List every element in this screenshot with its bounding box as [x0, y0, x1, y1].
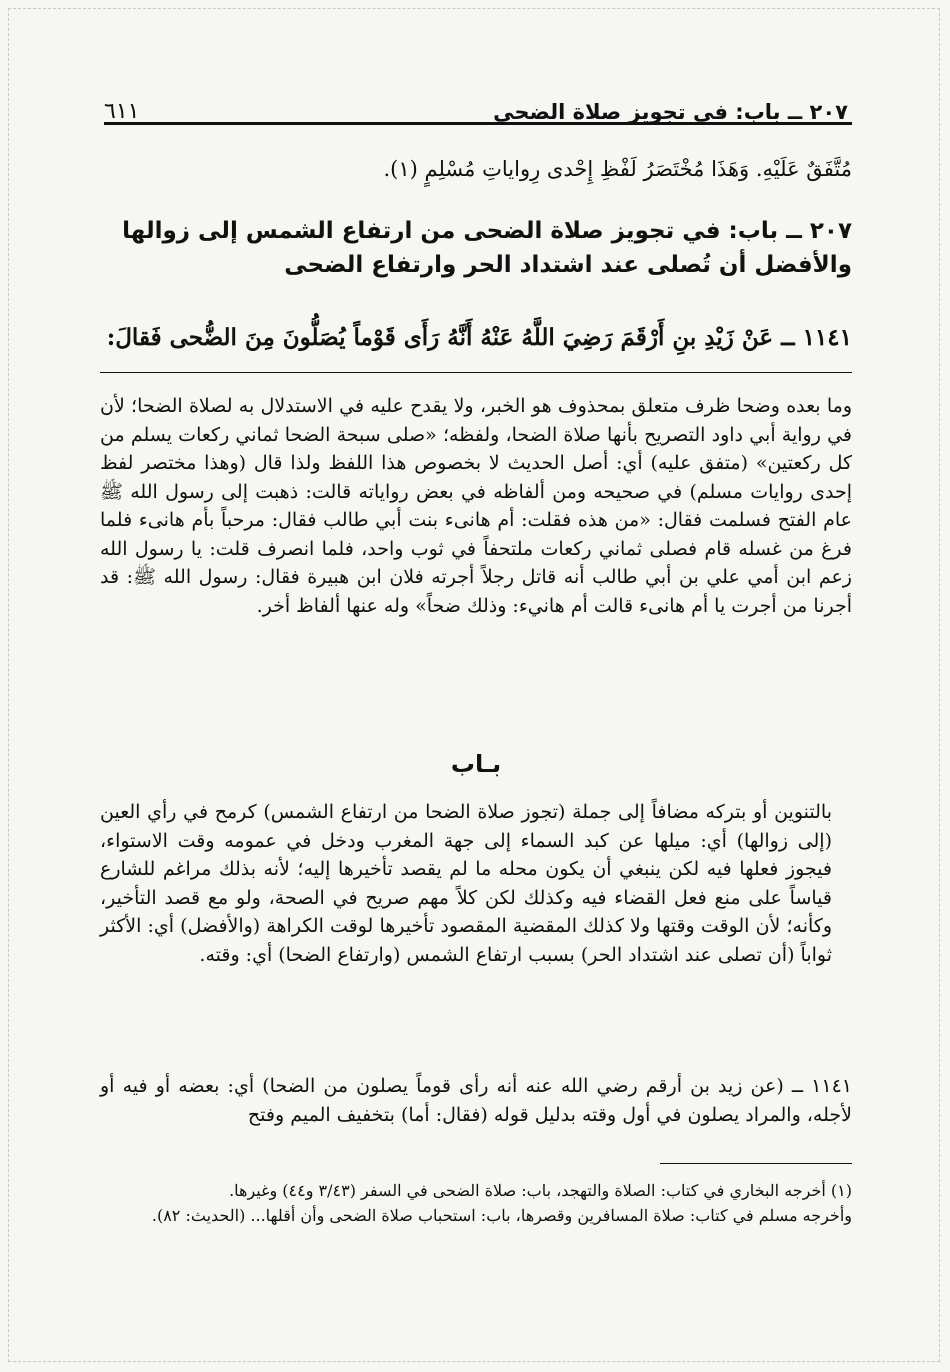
commentary-paragraph-3-text: ١١٤١ ــ (عن زيد بن أرقم رضي الله عنه أنه رأى قوماً يصلون من الضحا) أي: بعضه أو فيه أو لأجله، والمراد يصلون في أول وقته بدليل قوله (فقال: أما) بتخفيف الميم وفتح — [100, 1075, 852, 1126]
footnote-1: (١) أخرجه البخاري في كتاب: الصلاة والتهجد، باب: صلاة الضحى في السفر (٣/٤٣ و٤٤) وغيرها. — [229, 1181, 852, 1200]
footnotes — [100, 1178, 852, 1228]
page-number: ٦١١ — [104, 99, 140, 124]
commentary-paragraph-2 — [100, 798, 852, 969]
footnote-2: وأخرجه مسلم في كتاب: صلاة المسافرين وقصرها، باب: استحباب صلاة الضحى وأن أقلها... (الحديث: ٨٢). — [151, 1206, 852, 1225]
text-divider — [100, 372, 852, 373]
chapter-heading-line2: والأفضل أن تُصلى عند اشتداد الحر وارتفاع الضحى — [284, 252, 852, 278]
opening-line: مُتَّفَقٌ عَلَيْهِ. وَهَذَا مُخْتَصَرُ لَفْظِ إِحْدى رِواياتِ مُسْلِمٍ (١). — [383, 157, 852, 181]
commentary-paragraph-2-text: بالتنوين أو بتركه مضافاً إلى جملة (تجوز صلاة الضحا من ارتفاع الشمس) كرمح في رأي العين (إلى زوالها) أي: ميلها عن كبد السماء إلى جهة المغرب ودخل في عمومه وقت الاستواء، فيجوز فعلها فيه لكن ينبغي أن يكون محله ما لم يقصد تأخيرها إليه؛ لأنه بذلك مراغم للشارع قياساً على منع فعل القضاء فيه وكذلك لكن كلاً مهم صريح في الصحة، ولو مع قصد التأخير، وكأنه؛ لأن الوقت وقتها ولا كذلك المقضية المقصود تأخيرها لوقت الكراهة (والأفضل) أي: الأكثر ثواباً (أن تصلى عند اشتداد الحر) بسبب ارتفاع الشمس (وارتفاع الضحا) أي: وقته. — [100, 801, 832, 966]
running-header-title: ٢٠٧ ــ باب: في تجويز صلاة الضحى — [493, 100, 848, 124]
footnote-divider — [660, 1163, 852, 1164]
commentary-paragraph-1-text: وما بعده وضحا ظرف متعلق بمحذوف هو الخبر، ولا يقدح عليه في الاستدلال به لصلاة الضحا؛ لأن في رواية أبي داود التصريح بأنها صلاة الضحا، ولفظه؛ «صلى سبحة الضحا ثماني ركعات يسلم من كل ركعتين» (متفق عليه) أي: أصل الحديث لا بخصوص هذا اللفظ ولذا قال (وهذا مختصر لفظ إحدى روايات مسلم) في صحيحه ومن ألفاظه في بعض رواياته قالت: ذهبت إلى رسول الله ﷺ عام الفتح فسلمت فقال: «من هذه فقلت: أم هانىء بنت أبي طالب فقال: مرحباً بأم هانىء فلما فرغ من غسله قام فصلى ثماني ركعات ملتحفاً في ثوب واحد، فلما انصرف قلت: يا رسول الله زعم ابن أمي علي بن أبي طالب أنه قاتل رجلاً أجرته فلان ابن هبيرة فقال: رسول الله ﷺ: قد أجرنا من أجرت يا أم هانىء قالت أم هانيء: وذلك ضحاً» وله عنها ألفاظ أخر. — [100, 395, 853, 617]
commentary-paragraph-1 — [100, 392, 852, 620]
running-header — [104, 84, 848, 124]
hadith-text: ١١٤١ ــ عَنْ زَيْدِ بنِ أَرْقَمَ رَضِيَ اللَّهُ عَنْهُ أَنَّهُ رَأَى قَوْماً يُصَلُّونَ مِنَ الضُّحى فَقالَ: — [106, 324, 852, 351]
header-divider — [104, 122, 852, 125]
section-title: بـاب — [450, 750, 502, 778]
commentary-paragraph-3 — [100, 1072, 852, 1129]
chapter-heading-line1: ٢٠٧ ــ باب: في تجويز صلاة الضحى من ارتفاع الشمس إلى زوالها — [122, 218, 852, 244]
